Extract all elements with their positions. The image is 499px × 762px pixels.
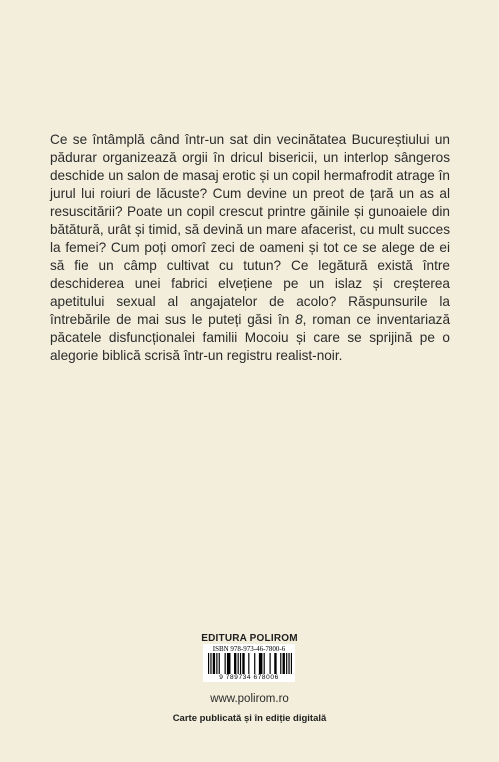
publisher-name: EDITURA POLIROM <box>201 633 298 644</box>
blurb-text <box>50 131 450 365</box>
barcode-bars <box>208 653 292 674</box>
isbn-number: ISBN 978-973-46-7800-6 <box>212 645 286 653</box>
digital-edition-note: Carte publicată și în ediție digitală <box>172 713 327 724</box>
barcode-number: 9 789734 678006 <box>219 674 279 681</box>
book-title: 8 <box>295 312 303 327</box>
blurb-text-part-2: , roman ce inventariază păcatele disfuncționalei familii Mocoiu și care se sprijină pe o alegorie biblică scrisă într-un registru realist-noir. <box>50 312 451 363</box>
publisher-website: www.polirom.ro <box>210 693 289 705</box>
blurb-text-part-1: Ce se întâmplă când într-un sat din vecinătatea Bucureștiului un pădurar organizează orgii în dricul bisericii, un interlop sângeros deschide un salon de masaj erotic și un copil hermafrodit atrage în jurul lui roiuri de lăcuste? Cum devine un preot de țară un as al resuscitării? Poate un copil crescut printre găinile și gunoaiele din bătătură, urât și timid, să devină un mare afacerist, cu mult succes la femei? Cum poți omorî zeci de oameni și tot ce se alege de ei să fie un câmp cultivat cu tutun? Ce legătură există între deschiderea unei fabrici elvețiene pe un islaz și creșterea apetitului sexual al angajatelor de acolo? Răspunsurile la întrebările de mai sus le puteți găsi în <box>50 132 450 327</box>
barcode <box>203 644 295 682</box>
